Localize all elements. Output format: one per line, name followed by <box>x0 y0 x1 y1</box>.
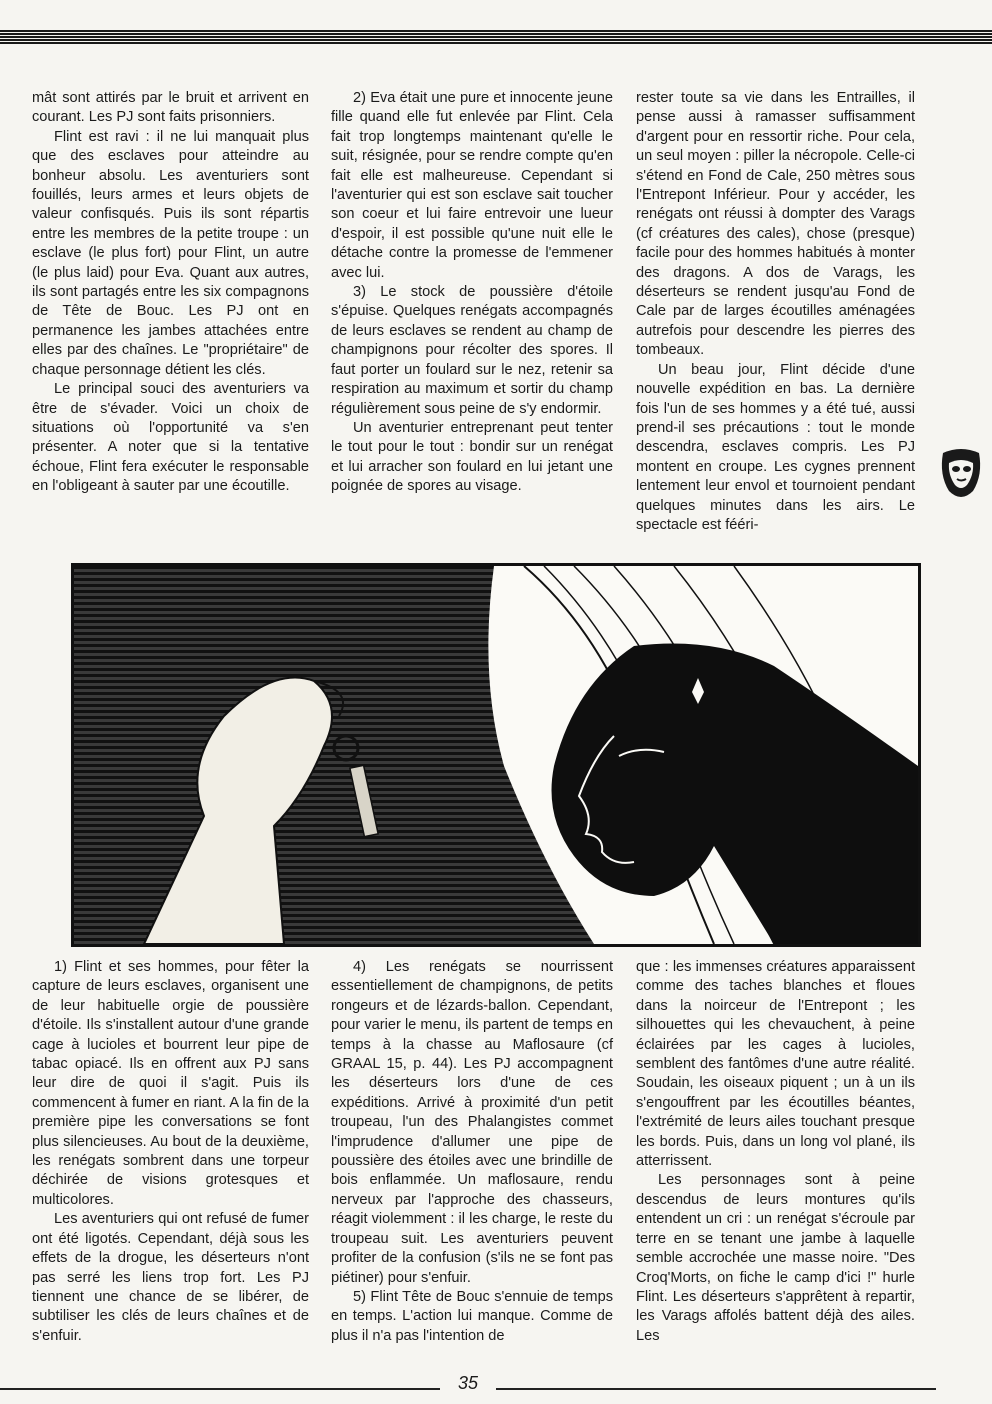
paragraph: Les aventuriers qui ont refusé de fumer ont été ligotés. Cependant, déjà sous les effets de la drogue, les déserteurs n'ont pas serré les liens trop fort. Les PJ tiennent une chance de se libérer, de subtiliser les clés de leurs chaînes et de s'enfuir. <box>32 1211 309 1344</box>
text-column-top-2 <box>331 89 613 497</box>
paragraph: Un aventurier entreprenant peut tenter le tout pour le tout : bondir sur un renégat et lui arracher son foulard en lui jetant une poignée de spores au visage. <box>331 419 613 495</box>
header-rule <box>0 30 992 44</box>
paragraph: mât sont attirés par le bruit et arrivent en courant. Les PJ sont faits prisonniers. <box>32 90 309 126</box>
text-column-top-3 <box>636 89 915 535</box>
paragraph: Un beau jour, Flint décide d'une nouvelle expédition en bas. La dernière fois l'un de ses hommes y a été tué, aussi prend-il ses précautions : tout le monde descendra, esclaves compris. Les PJ montent en croupe. Les cygnes prennent lentement leur envol et tournoient pendant quelques minutes dans les airs. Le spectacle est fééri- <box>636 361 915 533</box>
text-column-bottom-2 <box>331 958 613 1346</box>
footer-rule-right <box>496 1388 936 1390</box>
illustration-woman-with-key <box>71 563 921 947</box>
paragraph: rester toute sa vie dans les Entrailles, il pense aussi à ramasser suffisamment d'argent pour en ressortir riche. Pour cela, un seul moyen : piller la nécropole. Celle-ci s'étend en Fond de Cale, 250 mètres sous l'Entrepont Inférieur. Pour y accéder, les renégats ont réussi à dompter des Varags (cf créatures des cales), chose (presque) facile pour des hommes habitués à monter des dragons. A dos de Varags, les déserteurs se rendent jusqu'au Fond de Cale par de larges écoutilles aménagées autrefois pour descendre les pierres des tombeaux. <box>636 90 915 359</box>
footer-rule-left <box>0 1388 440 1390</box>
paragraph: 1) Flint et ses hommes, pour fêter la capture de leurs esclaves, organisent une de leur habituelle orgie de poussière d'étoile. Ils s'installent autour d'une grande cage à lucioles et bourrent leur pipe de tabac opiacé. Ils en offrent aux PJ sans leur dire de quoi il s'agit. Puis ils commencent à fumer en riant. A la fin de la première pipe les conversations se font plus silencieuses. Au bout de la deuxième, les renégats sombrent dans une torpeur déchirée de visions grotesques et multicolores. <box>32 959 309 1208</box>
paragraph: 5) Flint Tête de Bouc s'ennuie de temps en temps. L'action lui manque. Comme de plus il n'a pas l'intention de <box>331 1288 613 1344</box>
text-column-bottom-3 <box>636 958 915 1346</box>
paragraph: Les personnages sont à peine descendus de leurs montures qu'ils entendent un cri : un renégat s'écroule par terre en se tenant une jambe à laquelle semble accrochée une masse noire. "Des Croq'Morts, on fiche le camp d'ici !" hurle Flint. Les déserteurs s'apprêtent à repartir, les Varags affolés battent déjà des ailes. Les <box>636 1172 915 1344</box>
paragraph: que : les immenses créatures apparaissent comme des taches blanches et floues dans la noirceur de l'Entrepont ; les silhouettes qui les chevauchent, à peine éclairées par les cages à lucioles, semblent des fantômes d'une autre réalité. Soudain, les oiseaux piquent ; un à un ils s'engouffrent par les écoutilles béantes, l'extrémité de leurs ailes touchant presque les bords. Puis, dans un long vol plané, ils atterrissent. <box>636 959 915 1170</box>
paragraph: 2) Eva était une pure et innocente jeune fille quand elle fut enlevée par Flint. Cela fait trop longtemps maintenant qu'elle le suit, résignée, pour se rendre compte qu'en fait elle est malheureuse. Cependant si l'aventurier qui est son esclave sait toucher son coeur et lui faire entrevoir une lueur d'espoir, il est possible qu'une nuit elle le détache contre la promesse de l'emmener avec lui. <box>331 90 613 281</box>
page-number: 35 <box>457 1373 479 1393</box>
paragraph: 4) Les renégats se nourrissent essentiellement de champignons, de petits rongeurs et de lézards-ballon. Cependant, pour varier le menu, ils partent de temps en temps à la chasse au Maflosaure (cf GRAAL 15, p. 44). Les PJ accompagnent les déserteurs lors d'une de ces expéditions. Arrivé à proximité d'un petit troupeau, l'un des Phalangistes commet l'imprudence d'allumer une pipe de poussière des étoiles avec une brindille de bois enflammée. Un maflosaure, rendu nerveux par l'approche des chasseurs, réagit violemment : il les charge, le reste du troupeau suit. Les aventuriers peuvent profiter de la confusion (s'ils ne se font pas piétiner) pour s'enfuir. <box>331 959 613 1286</box>
text-column-bottom-1 <box>32 958 309 1346</box>
skull-mask-icon <box>937 445 985 503</box>
paragraph: Le principal souci des aventuriers va être de s'évader. Voici un choix de situations où l'opportunité va s'en présenter. A noter que si la tentative échoue, Flint fera exécuter le responsable en l'obligeant à sauter par une écoutille. <box>32 381 309 495</box>
paragraph: 3) Le stock de poussière d'étoile s'épuise. Quelques renégats accompagnés de leurs esclaves se rendent au champ de champignons pour récolter des spores. Il faut porter un foulard sur le nez, retenir sa respiration au maximum et sortir du champ régulièrement sous peine de s'y endormir. <box>331 284 613 417</box>
paragraph: Flint est ravi : il ne lui manquait plus que des esclaves pour atteindre au bonheur absolu. Les aventuriers sont fouillés, leurs armes et leurs objets de valeur confisqués. Puis ils sont répartis entre les membres de la petite troupe : un esclave (le plus fort) pour Flint, un autre (le plus laid) pour Eva. Quant aux autres, ils sont partagés entre les six compagnons de Tête de Bouc. Les PJ ont en permanence les jambes attachées entre elles par des chaînes. Le "propriétaire" de chaque personnage détient les clés. <box>32 128 309 378</box>
text-column-top-1 <box>32 89 309 497</box>
